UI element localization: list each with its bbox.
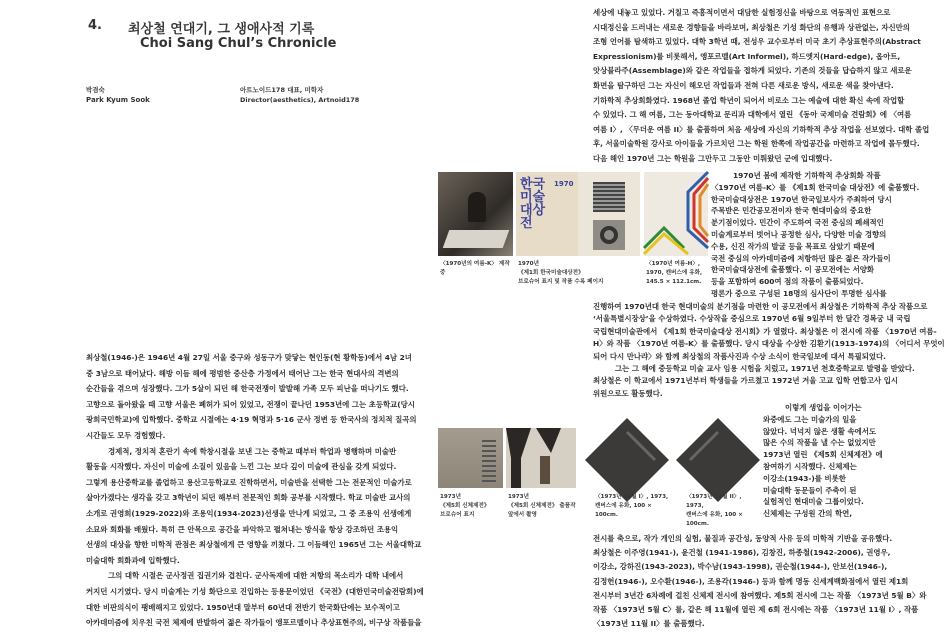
text-line: 많은 수의 작품을 낼 수는 없었지만 — [763, 438, 876, 448]
text-line: 미술계로부터 벗어나 공정한 심사, 다양한 미술 경향의 — [711, 229, 887, 239]
text-line: 커지던 시기였다. 당시 미술계는 기성 화단으로 진입하는 등용문이었던 《국전》(대한민국미술전람회)에 — [86, 586, 424, 596]
text-line: 앗상블라주(Assemblage)와 같은 작업들을 접하게 되었다. 기존의 것들을 답습하지 않고 새로운 — [593, 66, 912, 76]
text-line: 순간들을 겪으며 성장했다. 그가 5살이 되던 해 한국전쟁이 발발해 가족 모두 피난을 떠나기도 했다. — [86, 384, 409, 394]
poster-cover — [516, 172, 578, 256]
author-role-en: Director(aesthetics), Artnoid178 — [240, 96, 360, 104]
text-line: 광희국민학교)에 입학했다. 중학교 시절에는 4·19 혁명과 5·16 군사 정변 등 한국사의 정치적 질곡의 — [86, 415, 417, 425]
painting-1973-nov-1 — [585, 428, 669, 488]
text-line: 브로슈어 표지 및 작품 수록 페이지 — [518, 279, 604, 285]
right-body-text-top — [593, 6, 930, 167]
caption-fig5 — [508, 493, 582, 520]
text-line: 〈1973년 11월 II〉, 1973, — [686, 494, 742, 509]
text-line: 기하학적 추상회화였다. 1968년 졸업 학년이 되어서 비로소 그는 예술에 대한 확신 속에 작업할 — [593, 95, 905, 105]
text-line: 소묘와 회화를 배웠다. 특히 큰 안목으로 공간을 파악하고 펼쳐내는 방식을 항상 강조하던 조용익 — [86, 524, 399, 534]
text-line: 선생의 대상을 향한 미학적 관점은 최상철에게 큰 영향을 끼쳤다. 그 이듬해인 1965년 그는 서울대학교 — [86, 540, 422, 550]
text-line: 전시부터 3년간 6차례에 걸친 신체제 전시에 참여했다. 제5회 전시에 그는 작품 〈1973년 5월 B〉와 — [593, 590, 927, 600]
text-line: 국립현대미술관에서 《제1회 한국미술대상 전시회》가 열렸다. 최상철은 이 전시에 작품 〈1970년 여름- — [593, 326, 937, 336]
brochure-page — [578, 172, 640, 256]
text-line: 화면을 탐구하던 그는 자신이 해오던 작업들과 전혀 다른 새로운 방식, 새로운 색을 찾아낸다. — [593, 80, 894, 90]
text-line: 주목받은 민간공모전이자 한국 현대미술의 중요한 — [711, 206, 872, 216]
text-line: 〈1973년 11월 I〉, 1973, — [595, 494, 669, 500]
painting-stripes — [644, 172, 708, 256]
text-line: 최상철(1946-)은 1946년 4월 27일 서울 중구와 성동구가 맞닿는 현인동(현 황학동)에서 4남 2녀 — [86, 353, 412, 362]
text-line: H〉와 작품 〈1970년 여름-K〉를 출품했다. 당시 대상을 수상한 김환기(1913-1974)의 〈어디서 무엇이 — [593, 339, 945, 349]
text-line: 시대정신을 드러내는 새로운 경향들을 바라보며, 최상철은 기성 화단의 유행과 상관없는, 자신만의 — [593, 22, 910, 32]
text-line: 조형 언어를 탐색하고 있었다. 대학 3학년 때, 전성우 교수로부터 미국 초기 추상표현주의(Abstract — [593, 37, 921, 47]
left-body-text — [86, 350, 424, 631]
text-line: 국전 중심의 아카데미즘에 저항하던 많은 젊은 작가들이 — [711, 253, 891, 263]
text-line: 아카데미즘에 치우친 국전 체제에 반발하여 젊은 작가들이 앵포르멜이나 추상표현주의, 비구상 작품들을 — [86, 618, 422, 628]
text-line: 세상에 내놓고 있었다. 거칠고 즉흥적이면서 대담한 실험정신을 바탕으로 역동적인 표현으로 — [593, 8, 891, 17]
caption-fig7 — [686, 493, 758, 529]
text-line: 실험적인 현대미술 그룹이었다. — [763, 497, 864, 507]
chapter-title-en: Choi Sang Chul’s Chronicle — [140, 36, 337, 51]
text-line: 《제1회 한국미술대상전》 — [518, 270, 584, 276]
text-line: 한국미술대상전에 출품했다. 이 공모전에는 서양화 — [711, 265, 875, 275]
right-column-text-2 — [763, 402, 883, 520]
text-line: 전시를 축으로, 작가 개인의 실험, 물질과 공간성, 동양적 사유 등의 미학적 기반을 공유했다. — [593, 534, 893, 543]
poster-title: 한국미술대상전 — [520, 177, 546, 231]
text-line: 와중에도 그는 미술가의 일을 — [763, 414, 857, 424]
text-line: 1970년 봄에 제작한 기하학적 추상회화 작품 — [733, 171, 881, 180]
poster-year: 1970 — [554, 180, 574, 188]
text-line: 〈1970년 여름-K〉를 《제1회 한국미술 대상전》에 출품했다. — [711, 182, 920, 192]
chapter-title-ko: 최상철 연대기, 그 생애사적 기록 — [128, 22, 315, 37]
text-line: 다음 해인 1970년 그는 학원을 그만두고 그동안 미뤄왔던 군에 입대했다. — [593, 153, 833, 163]
text-line: 않았다. 넉넉지 않은 생활 속에서도 — [763, 426, 877, 436]
text-line: 이강소, 강하진(1943-2023), 박수남(1943-1998), 권순철(1944-), 안보선(1946-), — [593, 562, 888, 572]
text-line: 〈1970년 여름-H〉, — [646, 261, 701, 267]
text-line: 살아가겠다는 생각을 갖고 3학년이 되던 해부터 전문적인 회화 공부를 시작했다. 학교 미술반 교사의 — [86, 493, 411, 503]
photo-exhibition-1973 — [506, 428, 576, 488]
text-line: 되어 다시 만나랴〉와 함께 최상철의 작품사진과 수상 소식이 한국일보에 대서 특필되었다. — [593, 351, 886, 361]
text-line: 캔버스에 유화, 100 × 100cm. — [595, 503, 652, 518]
caption-fig1 — [440, 260, 514, 278]
text-line: 1973년 열린 《제5회 신체제전》에 — [763, 450, 883, 460]
painting-1973-nov-2 — [676, 428, 760, 488]
text-line: 수 있었다. 그 해 여름, 그는 동아대학교 문리과 대학에서 열린 《동아 국제미술 견람회》에 〈여름 — [593, 110, 912, 120]
text-line: 최상철은 이 학교에서 1971년부터 학생들을 가르쳤고 1972년 겨울 고교 입학 연합고사 입시 — [593, 376, 899, 386]
text-line: 그렇게 용산중학교를 졸업하고 용산고등학교로 진학하면서, 미술반을 선택한 그는 전문적인 미술가로 — [86, 477, 412, 487]
caption-fig4 — [440, 493, 504, 520]
right-body-text-bottom — [593, 532, 927, 631]
text-line: 그의 대학 시절은 군사정권 집권기와 겹친다. 군사독재에 대한 저항의 목소리가 대학 내에서 — [108, 571, 404, 581]
text-line: 〈1970년의 여름-K〉 제작 중 — [440, 261, 510, 276]
text-line: 참여하기 시작했다. 신체제는 — [763, 461, 857, 471]
text-line: 브로슈어 표지 — [440, 512, 475, 518]
text-line: 수용, 신진 작가의 발굴 등을 목표로 삼았기 때문에 — [711, 241, 875, 251]
author-name-en: Park Kyum Sook — [86, 96, 150, 104]
painting-1970-summer-h — [644, 172, 708, 256]
text-line: 《제5회 신체제전》 — [440, 503, 490, 509]
text-line: 후, 서울미술학원 강사로 아이들을 가르치던 그는 학원 한쪽에 작업공간을 마련하고 작업에 몰두했다. — [593, 139, 920, 149]
text-line: 등을 포함하여 600여 점의 작품이 출품되었다. — [711, 277, 864, 287]
text-line: 여름 I〉, 〈무더운 여름 II〉를 출품하며 처음 세상에 자신의 기하학적 추상 작업을 선보였다. 대학 졸업 — [593, 124, 930, 134]
text-line: 작품 〈1973년 5월 C〉를, 같은 해 11월에 열린 제 6회 전시에는 작품 〈1973년 11월 I〉, 작품 — [593, 605, 919, 615]
text-line: 분기점이었다. 민간이 주도하여 국전 중심의 폐쇄적인 — [711, 218, 884, 228]
text-line: 시간들도 모두 경험했다. — [86, 430, 166, 440]
author-role-ko: 아트노이드178 대표, 미학자 — [240, 86, 324, 94]
text-line: 대한 비판의식이 팽배해지고 있었다. 1950년대 말부터 60년대 전반기 한국화단에는 보수적이고 — [86, 602, 400, 612]
text-line: 1973년 — [508, 494, 529, 500]
photo-artist-working — [438, 172, 513, 256]
text-line: 신체제는 구성원 간의 학연, — [763, 509, 853, 519]
text-line: 145.5 × 112.1cm. — [646, 279, 702, 285]
text-line: 김정헌(1946-), 오수환(1946-), 조용각(1946-) 등과 함께 명동 신세계백화점에서 열린 제1회 — [593, 576, 909, 586]
text-line: 캔버스에 유화, 100 × 100cm. — [686, 512, 743, 527]
text-line: 중 3남으로 태어났다. 해방 이듬 해에 평범한 중산층 가정에서 태어난 그는 한국 현대사의 격변의 — [86, 368, 399, 378]
brochure-cover-1973 — [438, 428, 503, 488]
text-line: 이강소(1943-)를 비롯한 — [763, 473, 846, 483]
text-line: 고향으로 돌아왔을 때 고향 서울은 폐허가 되어 있었고, 전쟁이 끝나던 1953년에 그는 초등학교(당시 — [86, 399, 415, 409]
text-line: 위원으로도 활동했다. — [593, 388, 663, 398]
text-line: 활동을 시작했다. 자신이 미술에 소질이 있음을 느낀 그는 보다 깊이 미술에 관심을 갖게 되었다. — [86, 462, 397, 472]
caption-fig6 — [595, 493, 675, 520]
text-line: 미술대학 동문들이 주축이 된 — [763, 485, 857, 495]
caption-fig2 — [518, 260, 640, 287]
author-name-ko: 박겸숙 — [86, 86, 105, 94]
caption-fig3 — [646, 260, 708, 287]
text-line: 《제5회 신체제전》 출품작 앞에서 촬영 — [508, 503, 576, 518]
text-line: 〈1973년 11월 II〉를 출품했다. — [593, 619, 705, 629]
text-line: 이렇게 생업을 이어가는 — [785, 403, 862, 412]
right-body-text-mid — [593, 301, 945, 400]
right-column-text-1 — [711, 170, 920, 300]
text-line: 1970, 캔버스에 유화, — [646, 270, 703, 276]
text-line: 최상철은 이주영(1941-), 윤건철 (1941-1986), 김창진, 하종철(1942-2006), 권영우, — [593, 548, 891, 558]
text-line: 1973년 — [440, 494, 461, 500]
text-line: 미술대학 회화과에 입학했다. — [86, 555, 180, 565]
text-line: 경제적, 정치적 혼란기 속에 학창시절을 보낸 그는 중학교 때부터 학업과 병행하며 미술반 — [108, 446, 397, 456]
text-line: Expressionism)를 비롯해서, 앵포르멜(Art Informel), 하드엣지(Hard-edge), 옵아트, — [593, 51, 901, 61]
text-line: 그는 그 해에 중등학교 미술 교사 임용 시험을 치렀고, 1971년 천호중학교로 발령을 받았다. — [615, 364, 915, 374]
text-line: 소개로 권영희(1929-2022)와 조용익(1934-2023)선생을 만나게 되었고, 그 중 조용익 선생에게 — [86, 508, 412, 518]
text-line: 진행하여 1970년대 한국 현대미술의 분기점을 마련한 이 공모전에서 최상철은 기하학적 추상 작품으로 — [593, 302, 928, 311]
text-line: 한국미술대상전은 1970년 한국일보사가 주최하여 당시 — [711, 194, 892, 204]
text-line: 평론가 중으로 구성된 18명의 심사단이 투명한 심사를 — [711, 288, 887, 298]
text-line: 1970년 — [518, 261, 539, 267]
text-line: ‘서울특별시장상’을 수상하였다. 수상작을 중심으로 1970년 6월 9일부터 한 달간 경복궁 내 국립 — [593, 314, 911, 324]
chapter-number: 4. — [88, 18, 102, 33]
